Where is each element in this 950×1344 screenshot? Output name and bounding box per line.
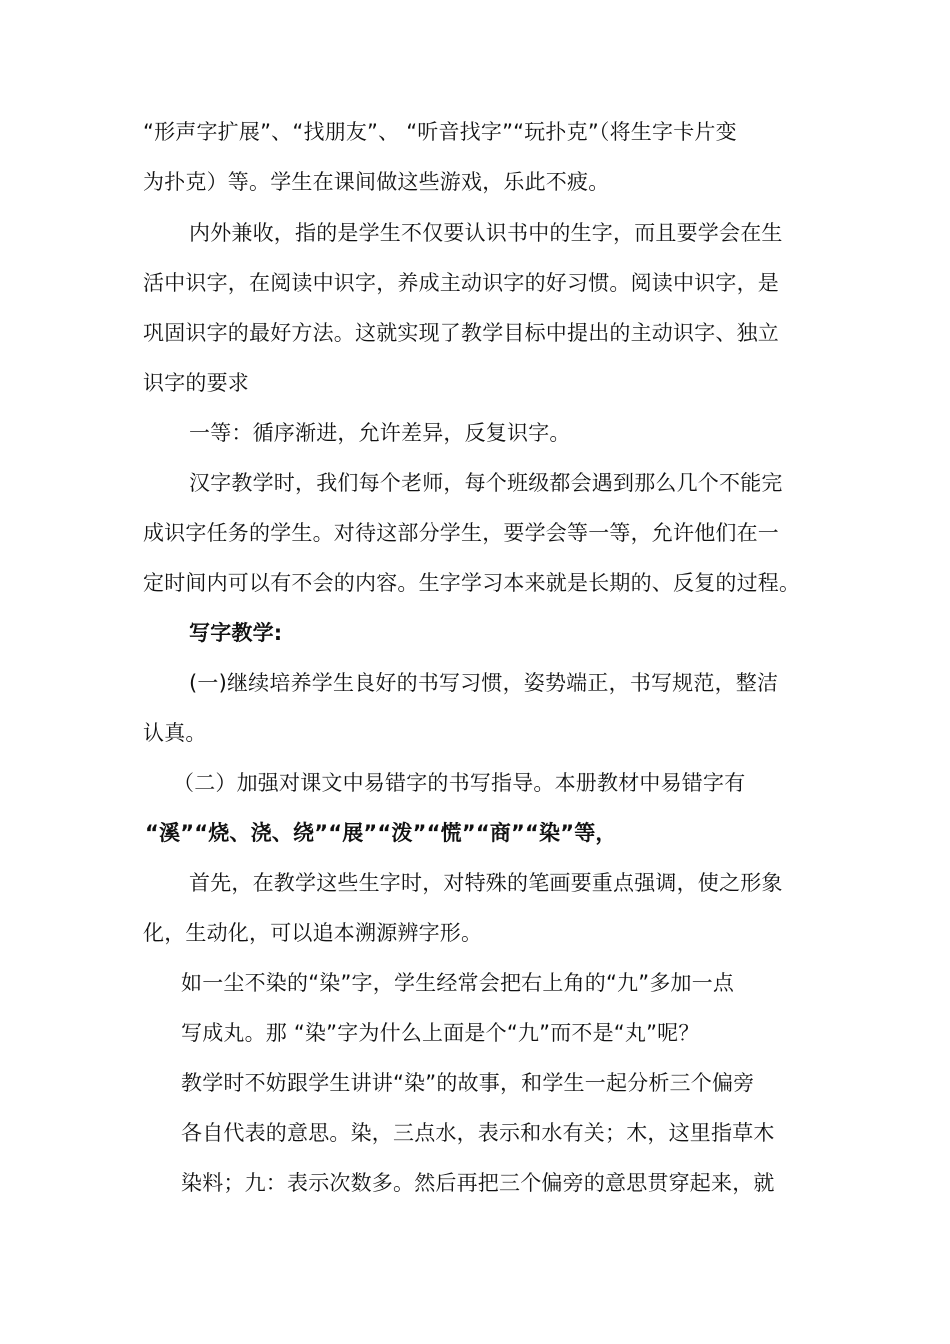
paragraph-line: 活中识字，在阅读中识字，养成主动识字的好习惯。阅读中识字，是	[143, 271, 779, 295]
emphasis-line: “溪”“烧、浇、绕”“展”“泼”“慌”“商”“染”等，	[145, 821, 617, 845]
paragraph-line: 定时间内可以有不会的内容。生字学习本来就是长期的、反复的过程。	[143, 571, 801, 595]
paragraph-line: 成识字任务的学生。对待这部分学生，要学会等一等，允许他们在一	[143, 521, 779, 545]
paragraph-line: 首先，在教学这些生字时，对特殊的笔画要重点强调，使之形象	[189, 871, 783, 895]
paragraph-line: 认真。	[143, 721, 207, 745]
paragraph-line: 为扑克）等。学生在课间做这些游戏，乐此不疲。	[143, 170, 610, 194]
paragraph-line: 巩固识字的最好方法。这就实现了教学目标中提出的主动识字、独立	[143, 321, 779, 345]
paragraph-line: 如一尘不染的“染”字，学生经常会把右上角的“九”多加一点	[181, 971, 735, 995]
paragraph-line: 教学时不妨跟学生讲讲“染”的故事，和学生一起分析三个偏旁	[181, 1071, 755, 1095]
paragraph-line: 写成丸。那 “染”字为什么上面是个“九”而不是“丸”呢？	[181, 1021, 700, 1045]
paragraph-line: 各自代表的意思。染，三点水，表示和水有关；木，这里指草木	[181, 1121, 775, 1145]
paragraph-line: 一等：循序渐进，允许差异，反复识字。	[189, 421, 571, 445]
paragraph-line: 汉字教学时，我们每个老师，每个班级都会遇到那么几个不能完	[189, 471, 783, 495]
paragraph-line: (一)继续培养学生良好的书写习惯，姿势端正，书写规范，整洁	[189, 671, 779, 695]
paragraph-line: 识字的要求	[143, 371, 249, 395]
paragraph-line: 化，生动化，可以追本溯源辨字形。	[143, 921, 483, 945]
paragraph-line: （二）加强对课文中易错字的书写指导。本册教材中易错字有	[173, 771, 746, 795]
paragraph-line: 染料；九：表示次数多。然后再把三个偏旁的意思贯穿起来，就	[181, 1171, 775, 1195]
section-heading: 写字教学:	[189, 621, 283, 645]
paragraph-line: 内外兼收，指的是学生不仅要认识书中的生字，而且要学会在生	[189, 221, 783, 245]
paragraph-line: “形声字扩展”、“找朋友”、 “听音找字”“玩扑克”（将生字卡片变	[143, 120, 737, 144]
